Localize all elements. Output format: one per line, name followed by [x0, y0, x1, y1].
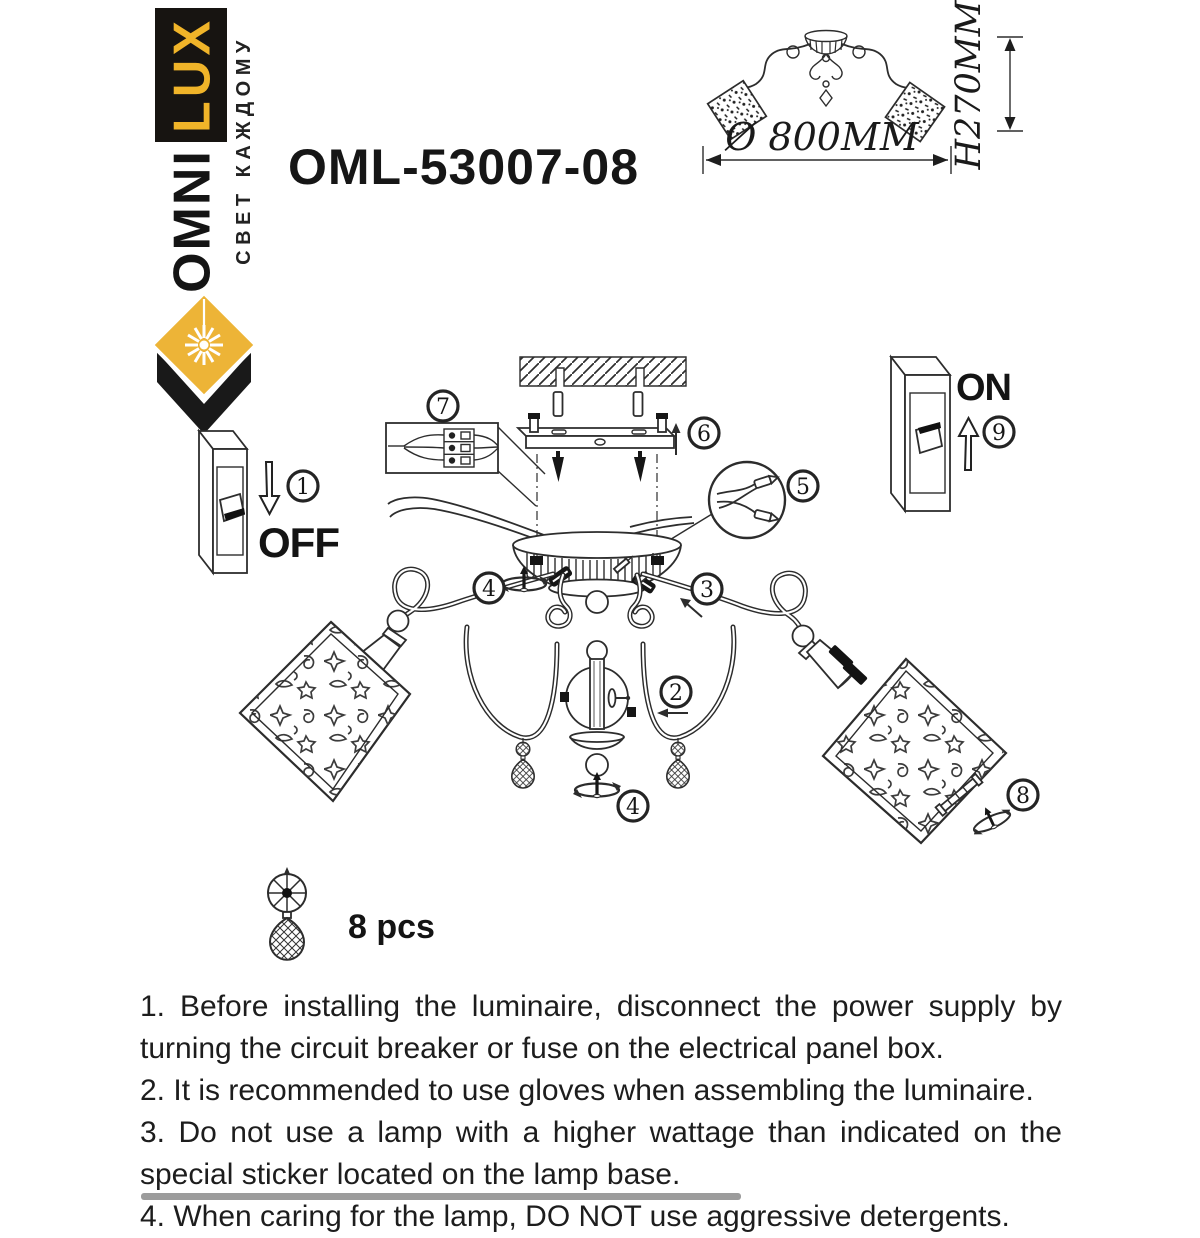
instruction-item-2: 2. It is recommended to use gloves when assembling the luminaire. — [140, 1074, 1034, 1107]
model-number: OML-53007-08 — [288, 139, 640, 195]
brand-logo — [152, 8, 256, 434]
height-dimension — [949, 0, 1023, 171]
height-label: H270MM — [949, 0, 989, 170]
step-marker-4b: 4 — [626, 795, 640, 820]
arrow-left-small-icon — [657, 709, 668, 718]
center-column-figure — [560, 641, 636, 798]
crystal-count-figure — [268, 867, 435, 960]
step-marker-4a: 4 — [482, 577, 496, 602]
instruction-item-4: 4. When caring for the lamp, DO NOT use aggressive detergents. — [140, 1200, 1010, 1233]
rotate-gesture-icon — [966, 798, 1015, 837]
page-cutoff-text-sliver — [141, 1193, 741, 1200]
instructions-block — [140, 986, 1062, 1238]
arrow-down-icon — [260, 462, 279, 514]
step-marker-8: 8 — [1016, 784, 1030, 809]
shade-left-figure — [240, 611, 410, 802]
shade-right-figure — [793, 626, 1015, 844]
off-label: OFF — [258, 519, 339, 566]
arrow-up-icon — [959, 418, 978, 470]
anchor-plug — [634, 392, 643, 416]
logo-omni-text: OMNI — [163, 149, 222, 293]
instruction-item-1: 1. Before installing the luminaire, disconnect the power supply by turning the circuit breaker or fuse on the electrical panel box. — [140, 990, 1062, 1065]
rotate-gesture-icon — [573, 772, 621, 798]
ceiling-mount-figure — [518, 357, 686, 556]
step-marker-9: 9 — [992, 421, 1006, 446]
step-marker-1: 1 — [296, 475, 310, 500]
logo-lux-text: LUX — [163, 17, 222, 133]
product-thumbnail — [701, 0, 1023, 174]
step-marker-6: 6 — [697, 422, 711, 447]
on-label: ON — [956, 367, 1011, 409]
step-marker-3: 3 — [700, 578, 714, 603]
crystal-drop-right — [667, 738, 689, 788]
diameter-label: Ø 800MM — [725, 115, 919, 159]
instruction-item-3: 3. Do not use a lamp with a higher wattage than indicated on the special sticker located on the lamp base. — [140, 1116, 1062, 1191]
step-marker-5: 5 — [796, 475, 810, 500]
crystal-drop-left — [512, 738, 534, 788]
arrow-up-small-icon — [672, 423, 681, 433]
anchor-plug — [554, 392, 563, 416]
step-marker-7: 7 — [436, 395, 450, 420]
brand-emblem — [152, 293, 256, 434]
off-switch-figure — [199, 431, 339, 573]
diameter-dimension — [703, 115, 951, 174]
logo-tagline-text: СВЕТ КАЖДОМУ — [233, 35, 256, 265]
canopy-figure — [513, 532, 681, 613]
step-marker-2: 2 — [669, 681, 683, 706]
crystal-count-label: 8 pcs — [348, 908, 435, 946]
terminal-block-detail — [386, 423, 545, 506]
magnifier-circle — [709, 462, 785, 538]
ceiling-hatch — [520, 357, 686, 386]
